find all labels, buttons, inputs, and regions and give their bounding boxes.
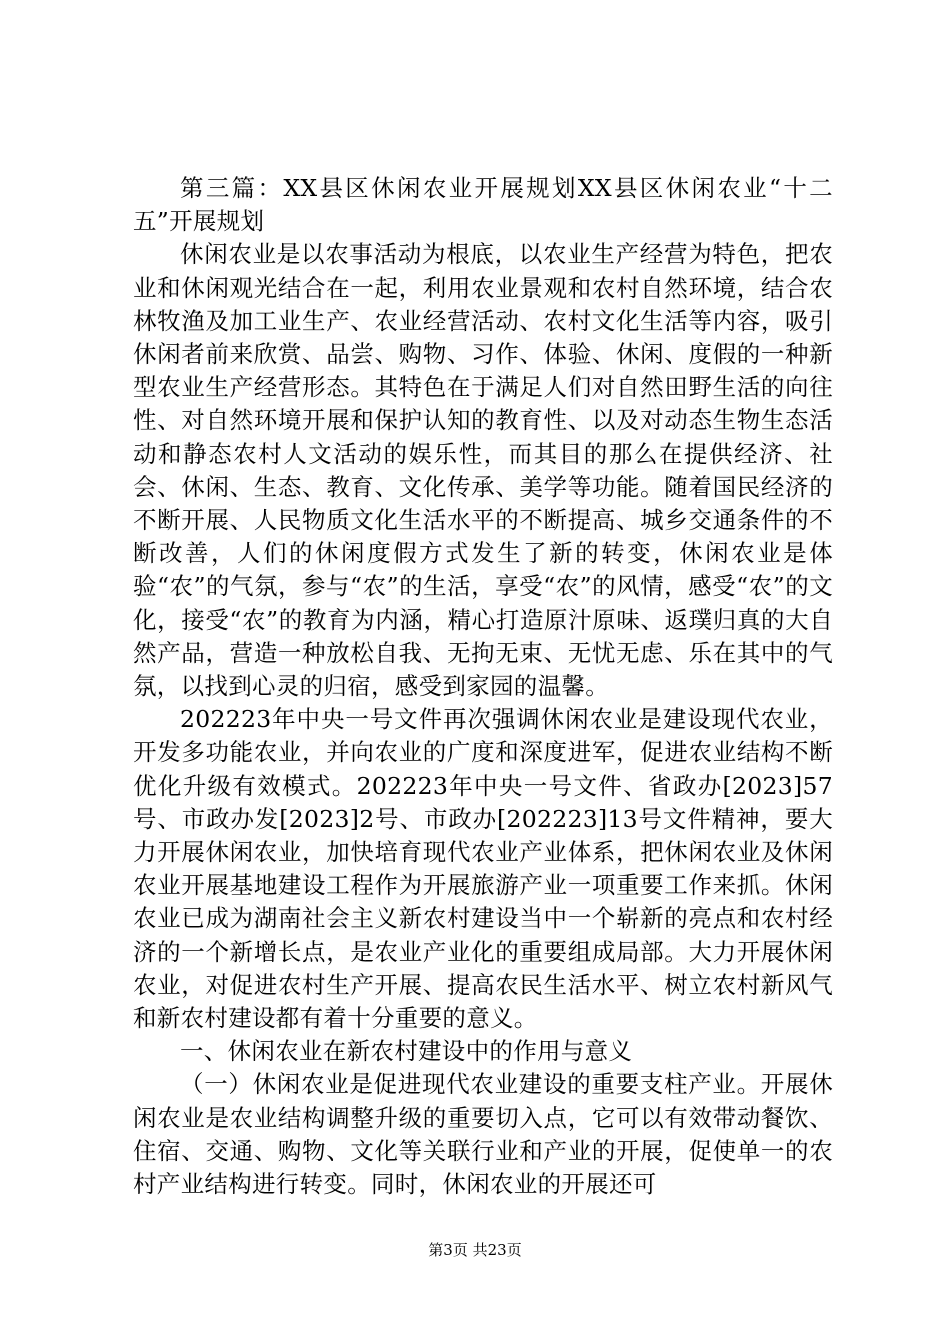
paragraph-subsection-1: （一）休闲农业是促进现代农业建设的重要支柱产业。开展休闲农业是农业结构调整升级的重要切入点，它可以有效带动餐饮、住宿、交通、购物、文化等关联行业和产业的开展，促使单一的农村产业结构进行转变。同时，休闲农业的开展还可: [133, 1070, 833, 1199]
section-title: 第三篇：XX县区休闲农业开展规划XX县区休闲农业“十二五”开展规划: [133, 174, 833, 236]
paragraph-policy: 202223年中央一号文件再次强调休闲农业是建设现代农业，开发多功能农业，并向农业的广度和深度进军，促进农业结构不断优化升级有效模式。202223年中央一号文件、省政办[2023]57号、市政办发[2023]2号、市政办[202223]13号文件精神，要大力开展休闲农业，加快培育现代农业产业体系，把休闲农业及休闲农业开展基地建设工程作为开展旅游产业一项重要工作来抓。休闲农业已成为湖南社会主义新农村建设当中一个崭新的亮点和农村经济的一个新增长点，是农业产业化的重要组成局部。大力开展休闲农业，对促进农村生产开展、提高农民生活水平、树立农村新风气和新农村建设都有着十分重要的意义。: [133, 705, 833, 1033]
section-heading: 一、休闲农业在新农村建设中的作用与意义: [180, 1037, 633, 1066]
document-body: [133, 172, 833, 1201]
page-number-footer: 第3页 共23页: [428, 1241, 522, 1259]
paragraph-intro: 休闲农业是以农事活动为根底，以农业生产经营为特色，把农业和休闲观光结合在一起，利用农业景观和农村自然环境，结合农林牧渔及加工业生产、农业经营活动、农村文化生活等内容，吸引休闲者前来欣赏、品尝、购物、习作、体验、休闲、度假的一种新型农业生产经营形态。其特色在于满足人们对自然田野生活的向往性、对自然环境开展和保护认知的教育性、以及对动态生物生态活动和静态农村人文活动的娱乐性，而其目的那么在提供经济、社会、休闲、生态、教育、文化传承、美学等功能。随着国民经济的不断开展、人民物质文化生活水平的不断提高、城乡交通条件的不断改善，人们的休闲度假方式发生了新的转变，休闲农业是体验“农”的气氛，参与“农”的生活，享受“农”的风情，感受“农”的文化，接受“农”的教育为内涵，精心打造原汁原味、返璞归真的大自然产品，营造一种放松自我、无拘无束、无忧无虑、乐在其中的气氛，以找到心灵的归宿，感受到家园的温馨。: [133, 240, 833, 701]
